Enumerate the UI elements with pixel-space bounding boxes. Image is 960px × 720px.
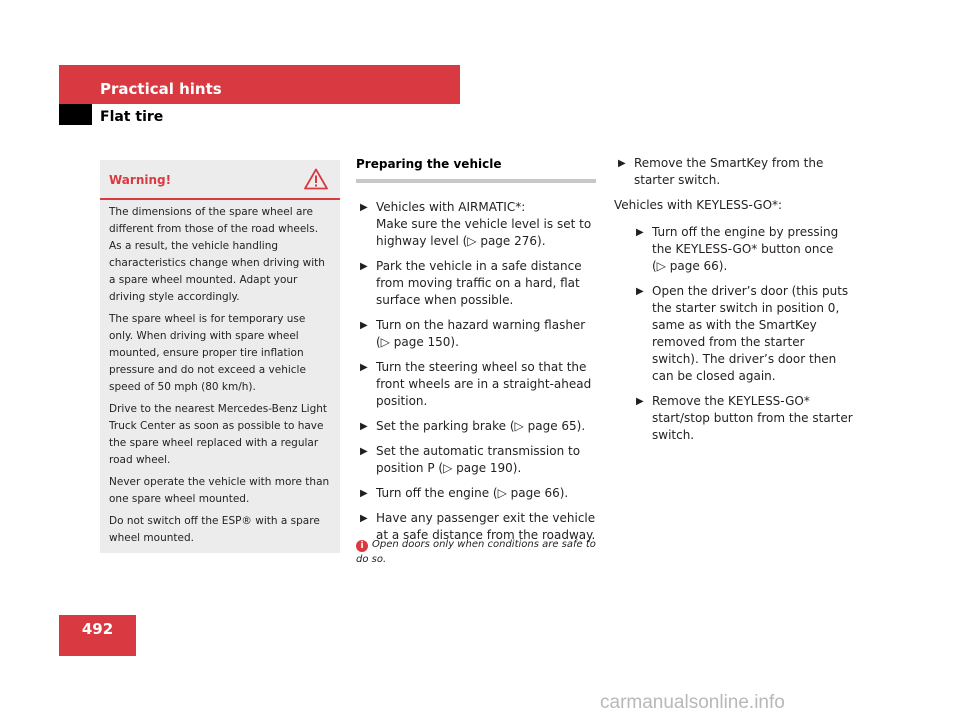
- preparing-section: [356, 155, 596, 552]
- step-text: Have any passenger exit the vehicle at a safe distance from the roadway.: [376, 511, 596, 542]
- bullet-arrow-icon: ▶: [360, 362, 368, 373]
- step-item: [632, 393, 854, 444]
- step-text: Turn off the engine by pressing the KEYLESS-GO* button once (▷ page 66).: [652, 225, 839, 273]
- bullet-arrow-icon: ▶: [360, 320, 368, 331]
- step-text: Turn on the hazard warning flasher (▷ page 150).: [376, 318, 586, 349]
- step-item: [356, 317, 596, 351]
- warning-box: [100, 160, 340, 553]
- step-text: Set the automatic transmission to position P (▷ page 190).: [376, 444, 581, 475]
- warning-paragraph: The dimensions of the spare wheel are different from those of the road wheels. As a result, the vehicle handling characteristics change when driving with a spare wheel mounted. Adapt your driving style accordingly.: [109, 206, 325, 303]
- section-title: Practical hints: [100, 80, 222, 98]
- step-text: Remove the SmartKey from the starter switch.: [634, 156, 824, 187]
- step-item: [356, 418, 596, 435]
- step-item: [632, 283, 854, 385]
- bullet-arrow-icon: ▶: [636, 396, 644, 407]
- bullet-arrow-icon: ▶: [360, 513, 368, 524]
- warning-paragraph: Drive to the nearest Mercedes-Benz Light Truck Center as soon as possible to have the spare wheel replaced with a regular road wheel.: [109, 403, 328, 466]
- bullet-arrow-icon: ▶: [360, 488, 368, 499]
- warning-triangle-icon: [304, 168, 328, 190]
- warning-title: Warning!: [109, 173, 172, 187]
- step-item: [356, 443, 596, 477]
- bullet-arrow-icon: ▶: [360, 261, 368, 272]
- warning-header: [100, 160, 340, 200]
- step-item: [356, 258, 596, 309]
- bullet-arrow-icon: ▶: [360, 421, 368, 432]
- warning-paragraph: Never operate the vehicle with more than one spare wheel mounted.: [109, 476, 330, 505]
- step-item: [356, 359, 596, 410]
- step-text: Park the vehicle in a safe distance from moving traffic on a hard, flat surface when possible.: [376, 259, 582, 307]
- step-text: Set the parking brake (▷ page 65).: [376, 419, 586, 433]
- bullet-arrow-icon: ▶: [618, 158, 626, 169]
- page-number: 492: [81, 620, 114, 638]
- warning-body: [100, 200, 340, 547]
- info-icon: i: [356, 540, 368, 552]
- step-item: [614, 155, 854, 189]
- watermark: carmanualsonline.info: [600, 692, 785, 713]
- step-item: [356, 485, 596, 502]
- step-text: Open the driver’s door (this puts the starter switch in position 0, same as with the SmartKey removed from the starter switch). The driver’s door then can be closed again.: [652, 284, 849, 383]
- step-text: Vehicles with AIRMATIC*: Make sure the vehicle level is set to highway level (▷ page 276).: [376, 200, 592, 248]
- keyless-heading: Vehicles with KEYLESS-GO*:: [614, 198, 783, 212]
- warning-paragraph: Do not switch off the ESP® with a spare wheel mounted.: [109, 515, 320, 544]
- preparing-title: Preparing the vehicle: [356, 157, 502, 171]
- subsection-title: Flat tire: [100, 109, 164, 125]
- step-item: [356, 199, 596, 250]
- bullet-arrow-icon: ▶: [360, 202, 368, 213]
- warning-paragraph: The spare wheel is for temporary use only. When driving with spare wheel mounted, ensure proper tire inflation pressure and do not exceed a vehicle speed of 50 mph (80 km/h).: [109, 313, 306, 393]
- bullet-arrow-icon: ▶: [636, 227, 644, 238]
- header-tab-marker: [59, 104, 92, 125]
- section-divider: [356, 179, 596, 183]
- step-text: Turn off the engine (▷ page 66).: [376, 486, 569, 500]
- info-note-text: Open doors only when conditions are safe to do so.: [356, 539, 596, 565]
- info-note: [356, 537, 598, 567]
- bullet-arrow-icon: ▶: [636, 286, 644, 297]
- smartkey-section: [614, 155, 854, 452]
- step-text: Remove the KEYLESS-GO* start/stop button from the starter switch.: [652, 394, 853, 442]
- bullet-arrow-icon: ▶: [360, 446, 368, 457]
- step-item: [632, 224, 854, 275]
- step-text: Turn the steering wheel so that the front wheels are in a straight-ahead position.: [376, 360, 592, 408]
